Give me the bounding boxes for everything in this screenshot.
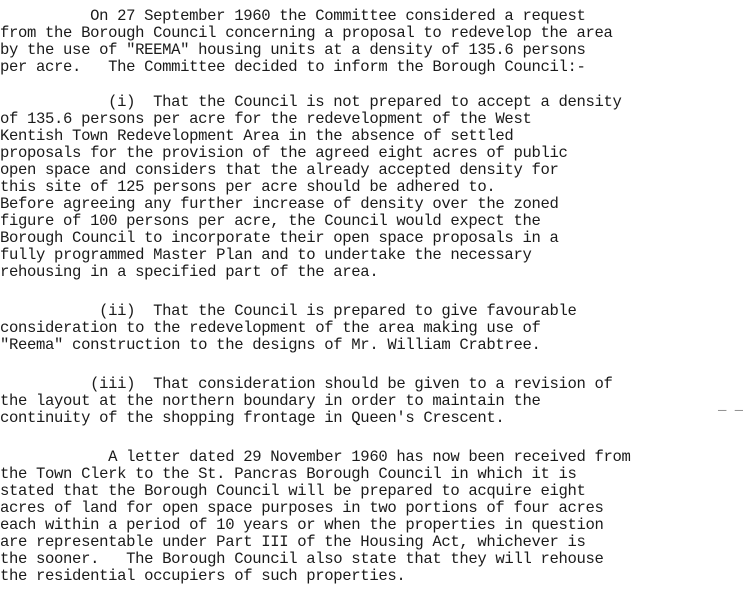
text-line: figure of 100 persons per acre, the Council would expect the (0, 212, 541, 230)
text-line: the sooner. The Borough Council also state that they will rehouse (0, 550, 604, 568)
text-line: On 27 September 1960 the Committee considered a request (0, 7, 586, 25)
text-line: Kentish Town Redevelopment Area in the absence of settled (0, 127, 514, 145)
text-line: each within a period of 10 years or when the properties in question (0, 516, 604, 534)
text-line: from the Borough Council concerning a proposal to redevelop the area (0, 24, 613, 42)
text-line: rehousing in a specified part of the area. (0, 263, 379, 281)
text-line: the layout at the northern boundary in order to maintain the (0, 392, 541, 410)
text-line: consideration to the redevelopment of the area making use of (0, 319, 541, 337)
text-line: stated that the Borough Council will be prepared to acquire eight (0, 482, 586, 500)
text-line: per acre. The Committee decided to inform the Borough Council:- (0, 58, 586, 76)
text-line: (iii) That consideration should be given to a revision of (0, 375, 613, 393)
text-line: "Reema" construction to the designs of Mr. William Crabtree. (0, 336, 541, 354)
text-line: acres of land for open space purposes in two portions of four acres (0, 499, 604, 517)
text-line: Before agreeing any further increase of density over the zoned (0, 195, 559, 213)
margin-dash-mark: _ _ (718, 398, 743, 414)
text-line: are representable under Part III of the Housing Act, whichever is (0, 533, 586, 551)
text-line: by the use of "REEMA" housing units at a density of 135.6 persons (0, 41, 586, 59)
text-line: continuity of the shopping frontage in Queen's Crescent. (0, 409, 505, 427)
text-line: of 135.6 persons per acre for the redevelopment of the West (0, 110, 532, 128)
text-line: open space and considers that the already accepted density for (0, 161, 559, 179)
text-line: the Town Clerk to the St. Pancras Borough Council in which it is (0, 465, 577, 483)
text-line: (ii) That the Council is prepared to give favourable (0, 302, 577, 320)
text-line: fully programmed Master Plan and to undertake the necessary (0, 246, 532, 264)
text-line: (i) That the Council is not prepared to accept a density (0, 93, 622, 111)
text-line: A letter dated 29 November 1960 has now been received from (0, 448, 631, 466)
text-line: proposals for the provision of the agreed eight acres of public (0, 144, 568, 162)
text-line: the residential occupiers of such properties. (0, 567, 406, 585)
text-line: Borough Council to incorporate their open space proposals in a (0, 229, 559, 247)
text-line: this site of 125 persons per acre should be adhered to. (0, 178, 496, 196)
